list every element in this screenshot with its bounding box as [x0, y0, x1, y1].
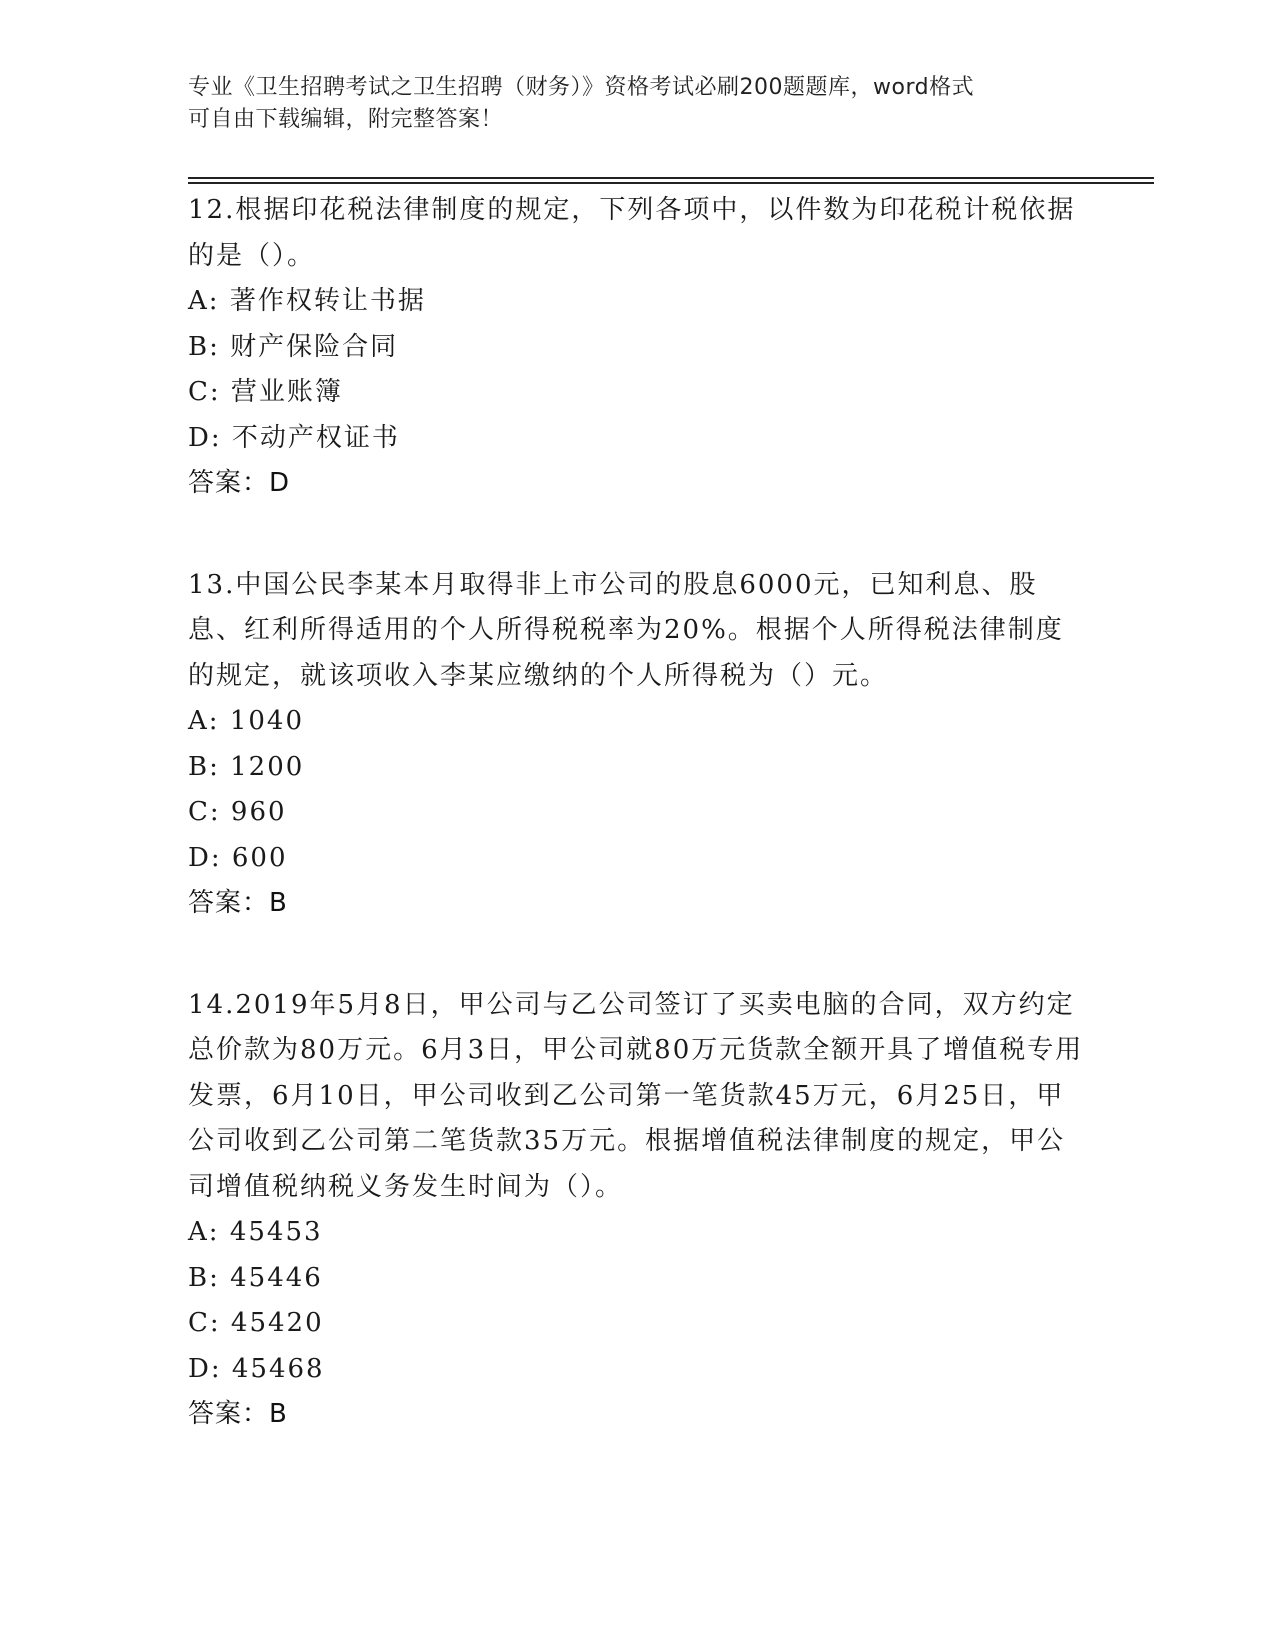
option-text: 不动产权证书 [231, 422, 400, 453]
answer-label: 答案：B [188, 888, 288, 918]
question-12 [188, 188, 1088, 507]
option-d [188, 836, 1088, 882]
question-stem: 13.中国公民李某本月取得非上市公司的股息6000元，已知利息、股息、红利所得适用的个人所得税税率为20%。根据个人所得税法律制度的规定，就该项收入李某应缴纳的个人所得税为（）元。 [188, 569, 1064, 691]
header-divider-top [188, 177, 1154, 179]
option-text: 45453 [229, 1217, 323, 1247]
option-letter: C: [188, 797, 221, 827]
option-letter: A: [188, 1217, 220, 1247]
option-a [188, 1210, 1088, 1256]
option-letter: D: [188, 1353, 222, 1384]
option-text: 1200 [230, 751, 305, 782]
option-letter: B: [188, 1262, 220, 1293]
option-d [188, 416, 1088, 462]
option-text: 45446 [230, 1262, 323, 1293]
question-stem: 14.2019年5月8日，甲公司与乙公司签订了买卖电脑的合同，双方约定总价款为80万元。6月3日，甲公司就80万元货款全额开具了增值税专用发票，6月10日，甲公司收到乙公司第一笔货款45万元，6月25日，甲公司收到乙公司第二笔货款35万元。根据增值税法律制度的规定，甲公司增值税纳税义务发生时间为（）。 [188, 989, 1084, 1202]
option-b [188, 1256, 1088, 1302]
answer-label: 答案：B [188, 1399, 288, 1429]
option-letter: B: [188, 331, 220, 362]
question-14 [188, 983, 1088, 1438]
header-line-1: 专业《卫生招聘考试之卫生招聘（财务）》资格考试必刷200题题库，word格式 [188, 75, 975, 100]
option-c [188, 1301, 1088, 1347]
question-list [188, 188, 1088, 1494]
option-b [188, 745, 1088, 791]
question-13 [188, 563, 1088, 927]
option-letter: C: [188, 1308, 221, 1338]
option-a [188, 699, 1088, 745]
option-c [188, 790, 1088, 836]
option-text: 960 [230, 797, 287, 827]
option-letter: D: [188, 422, 222, 453]
question-stem: 12.根据印花税法律制度的规定，下列各项中，以件数为印花税计税依据的是（）。 [188, 195, 1076, 271]
header-divider-bottom [188, 182, 1154, 184]
option-text: 1040 [229, 706, 304, 736]
option-text: 600 [231, 842, 288, 873]
document-header [188, 72, 1068, 136]
option-b [188, 325, 1088, 371]
option-letter: D: [188, 842, 222, 873]
option-a [188, 279, 1088, 325]
option-text: 营业账簿 [230, 377, 343, 407]
header-line-2: 可自由下载编辑，附完整答案！ [188, 107, 504, 132]
option-text: 45468 [231, 1353, 325, 1384]
option-text: 著作权转让书据 [229, 286, 426, 316]
answer-label: 答案：D [188, 468, 291, 498]
option-letter: A: [188, 286, 220, 316]
option-d [188, 1347, 1088, 1393]
option-letter: B: [188, 751, 220, 782]
option-text: 财产保险合同 [230, 331, 399, 362]
option-letter: C: [188, 377, 221, 407]
option-text: 45420 [230, 1308, 324, 1338]
option-letter: A: [188, 706, 220, 736]
option-c [188, 370, 1088, 416]
